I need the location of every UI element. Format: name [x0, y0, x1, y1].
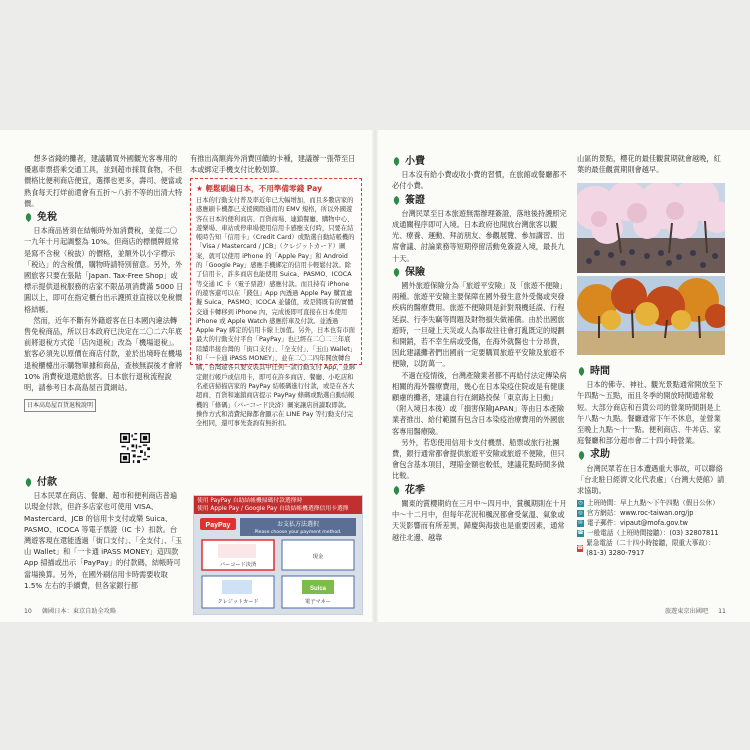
col1-intro: 想多省錢的攤者，建議購買外國觀光客專用的優惠車票搭乘交通工具，並到超市採買食物，不但價格比便利商店便宜，選擇也更多，壽司、便當或熟食每天打烊前還會有五折～八折不等的出清大特價。: [24, 154, 183, 208]
col4-intro: 山區的景點，櫻花的最佳觀賞期就會越晚，紅葉的最佳觀賞期則會越早。: [577, 154, 721, 175]
insurance-p2: 不過在疫情後，台灣產險業者都不再給付法定傳染病相關的海外醫療費用，幾心在日本染疫住院或是有健康顧慮的攤者，建議自行在網路投保「東京海上日動」（附入境日本後）或「損害保險JAPAN」等由日本產險業者推出、給付範圍有包含日本染疫治療費用的外國旅客專用醫療險。: [392, 370, 567, 436]
tax-free-p2: 然而，近年不斷有外籍遊客在日本國內違法轉售免稅商品，所以日本政府已決定在二〇二六年底前將退稅方式從「店內退稅」改為「機場退稅」。旅客必須先以原價在商店付款，並於出境時在機場退稅櫃檯出示購物單據和商品，查核無誤後才會將 10% 消費稅退還給旅客。日本旅行退稅流程說明，請參考日本高島屋百貨網站。: [24, 315, 183, 393]
tax-free-p1: 日本商品皆須在結帳時外加消費稅，並從二〇一九年十月起調整為 10%。但商店的標價牌經常是寫不含稅（稅抜）的價格，並額外以小字標示「税込」的含稅價，購物時請特別留意。另外，外國旅客只要在張貼「Japan. Tax-Free Shop」或標示提供退稅服務的店家不限品項消費滿 5000 日圓以上，即可在指定櫃台出示護照並直接以免稅價格結帳。: [24, 226, 184, 314]
contact-row: ◷ 上班時間：早上九點～下午四點（假日公休）: [578, 499, 719, 508]
left-column-2-intro: [190, 153, 362, 175]
checkout-screen-illustration: [194, 514, 362, 614]
contact-row[interactable]: ☎ 一般電話（上班時間接聽）：(03) 32807811: [577, 529, 719, 538]
left-column-1: [24, 153, 184, 412]
contact-row[interactable]: ☎ 緊急電話（二十四小時接聽，限重大事故）：(81-3) 3280-7917: [577, 539, 715, 558]
leaf-icon: [577, 367, 586, 376]
right-footer: [665, 606, 726, 615]
section-heading-payment: 付款: [24, 477, 184, 488]
tips-p1: 日本沒有給小費或收小費的習慣，在旅館或餐廳都不必付小費。: [392, 170, 567, 191]
mail-icon: ✉: [578, 519, 583, 526]
right-column-4-lower: [577, 363, 725, 558]
section-heading-tax-free: 免稅: [24, 212, 184, 223]
page-number-left: 10: [24, 608, 32, 615]
cherry-blossom-photo: [577, 183, 725, 273]
globe-icon: ◎: [578, 509, 583, 516]
contact-row[interactable]: ◎ 官方網站：www.roc-taiwan.org/jp: [578, 509, 694, 518]
phone-icon: ☎: [577, 529, 584, 536]
screen-subtitle: Please choose your payment method.: [254, 530, 342, 535]
leaf-icon: [392, 268, 401, 277]
leaf-icon: [392, 157, 401, 166]
payment-section: [24, 474, 184, 591]
section-heading-flowers: 花季: [392, 485, 568, 496]
section-heading-tips: 小費: [392, 156, 568, 167]
page-number-right: 11: [718, 608, 726, 615]
credit-card-btn: クレジットカード: [217, 599, 259, 605]
book-title: 韓國日本：東京自助全攻略: [41, 608, 117, 615]
autumn-foliage-photo: [577, 276, 725, 355]
flowers-p1: 關東的賞櫻期約在三月中～四月中，賞楓期則在十月中～十二月中，但每年花況和楓況都會受氣溫、氣象或天災影響而有所差異，歸慶與海拔也是重要因素，通常越往北邊、越靠: [392, 498, 567, 542]
contact-row[interactable]: ✉ 電子郵件：vipaut@mofa.gov.tw: [578, 519, 688, 528]
section-heading-insurance: 保險: [392, 267, 568, 278]
help-contact-list: [577, 498, 725, 558]
insurance-p3: 另外，若您使用信用卡支付機票、船票或旅行社團費，銀行通常都會提供旅遊平安險或旅遊不便險，但只會包含基本項目，理賠金額也較低，建議花點時間多做比較。: [392, 437, 565, 481]
leaf-icon: [392, 196, 401, 205]
section-name: 旅遊東京出國吧: [664, 608, 709, 615]
leaf-icon: [392, 486, 401, 495]
banner-captions: 使用 PayPay 自助結帳機掃碼付款選擇時 使用 Apple Pay / Google Pay 自助結帳機選擇信用卡選擇: [194, 496, 362, 514]
insurance-p1: 國外旅遊保險分為「旅遊平安險」及「旅遊不便險」兩種。旅遊平安險主要保障在國外發生意外受傷或突發疾病的醫療費用。旅遊不便險則是針對飛機延誤、行程延誤、行李失竊等問題及財物損失做補償。由於出國旅遊時，一旦碰上天災或人為事故往往會打亂既定的規劃和開銷，若不幸生病或受傷，在海外就醫也十分昂貴，因此建議攤者們出國前一定要購買旅遊平安險及旅遊不便險，以防萬一。: [392, 281, 567, 369]
payment-p1: 日本民眾在商店、餐廳、超市和便利商店普遍以現金付款，但許多店家也可使用 VISA、Mastercard、JCB 的信用卡支付或樂 Suica、PASMO、ICOCA 等電子票證（IC 卡）扣款。台灣遊客現在還能透過「街口支付」、「全支付」、「玉山 Wallet」和「一卡通 iPASS MONEY」這四款 App 掃描或出示「PayPay」的付款碼，結帳時可當場換算。另外，在國外刷信用卡時需要收取 1.5% 左右的手續費，但各家銀行都: [24, 491, 183, 590]
col2-intro: 有推出高額海外消費回饋的卡種，建議辦一張帶至日本或綁定手機支付比較划算。: [190, 154, 356, 175]
emergency-phone-icon: ☎: [577, 544, 584, 551]
right-column-3: [392, 153, 568, 543]
qr-caption: 日本高島屋百貨退稅說明: [24, 399, 96, 412]
help-p1: 台灣民眾若在日本遭遇重大事故，可以聯絡「台北駐日經濟文化代表處」（台灣大使館）請求協助。: [577, 463, 725, 496]
suica-card-label: Suica: [309, 586, 327, 592]
tip-title: ★ 輕鬆刷遍日本，不用準備零錢 Pay: [196, 184, 323, 193]
section-heading-help: 求助: [577, 449, 725, 460]
screen-title: お支払方法選択: [276, 521, 320, 528]
book-gutter: [372, 130, 378, 622]
leaf-icon: [24, 213, 33, 222]
leaf-icon: [577, 451, 586, 460]
right-column-4-intro: [577, 153, 725, 175]
hours-p1: 日本的佛寺、神社、觀光景點通常開放至下午四點～五點，而且冬季的開放時間通常較短。大部分商店和百貨公司的營業時間則是上午八點～九點。餐廳通常下午不休息，並營業至晚上九點～十一點。便利商店、牛丼店、家庭餐廳和部分超市會二十四小時營業。: [577, 380, 723, 446]
leaf-icon: [24, 478, 33, 487]
clock-icon: ◷: [578, 499, 583, 506]
self-checkout-photo: [193, 495, 363, 615]
qr-code[interactable]: [120, 433, 150, 463]
tip-body: 日本的行動支付普及率近年已大幅增加，而且多數店家的感應刷卡機都已支援國際通用的 EMV 規格，所以外國遊客在日本的便利商店、百貨商場、連鎖餐廳、購物中心、遊樂場、車站或停車場使用信用卡感應支付時，只要在結帳時告知「信用卡」（Credit Card）或點選自動結帳機的「Visa / Mastercard / JCB」（クレジットカード）圖案，就可以使用 iPhone 的「Apple Pay」和 Android 的「Google Pay」感應手機綁定的信用卡輕鬆付款。除了信用卡，許多商店也能使用 Suica、PASMO、ICOCA 等交通 IC 卡（電子票證）感應付款。而且持有 iPhone 的遊客還可以在「錢包」App 內透過 Apple Pay 購買虛擬 Suica、PASMO、ICOCA 並儲值，或是將既有的實體交通卡轉移到 iPhone 內，完成後即可直接在日本使用 iPhone 或 Apple Watch 感應搭車及付款。並透過 Apple Pay 綁定的信用卡線上加值。另外，日本也有市面最大的行動支付平台「PayPay」也已經在二〇二三年底陸續串接台灣的「街口支付」、「全支付」、「玉山 Wallet」和「一卡通 iPASS MONEY」，並在二〇二四年開放轉台購，台灣遊客只要安裝其中任何一款行動支付 App，並綁定銀行帳戶或信用卡，即可在許多商店、餐廳、小吃店和名產店掃描店家的 PayPay 結帳碼進行付款，或是在各大超商、百貨和連鎖商店提示 PayPay 條碼或點選自動結帳機的「條碼」（バーコード決済）圖案讓店員讀取即款。操作方式和消費紀錄都會顯示在 LINE Pay 等行動支付完全相同，還可事先查詢有無折扣。: [196, 197, 356, 428]
left-footer: [24, 606, 116, 615]
cash-btn: 現金: [312, 554, 324, 560]
section-heading-visa: 簽證: [392, 195, 568, 206]
paypay-logo-text: PayPay: [205, 522, 231, 529]
pay-tip-box: [190, 178, 362, 428]
barcode-payment-btn: バーコード決済: [219, 562, 257, 568]
visa-p1: 台灣民眾至日本旅遊無需辦理簽證，落地後持護照完成通關程序即可入境。日本政府也開放台灣旅客以觀光、療養、運動、拜訪朋友、參觀展覽、參加講習、出席會議、討論業務等短期停留活動免簽證入境，最長九十天。: [392, 208, 567, 263]
e-money-btn: 電子マネー: [305, 599, 331, 605]
section-heading-hours: 時間: [577, 366, 725, 377]
